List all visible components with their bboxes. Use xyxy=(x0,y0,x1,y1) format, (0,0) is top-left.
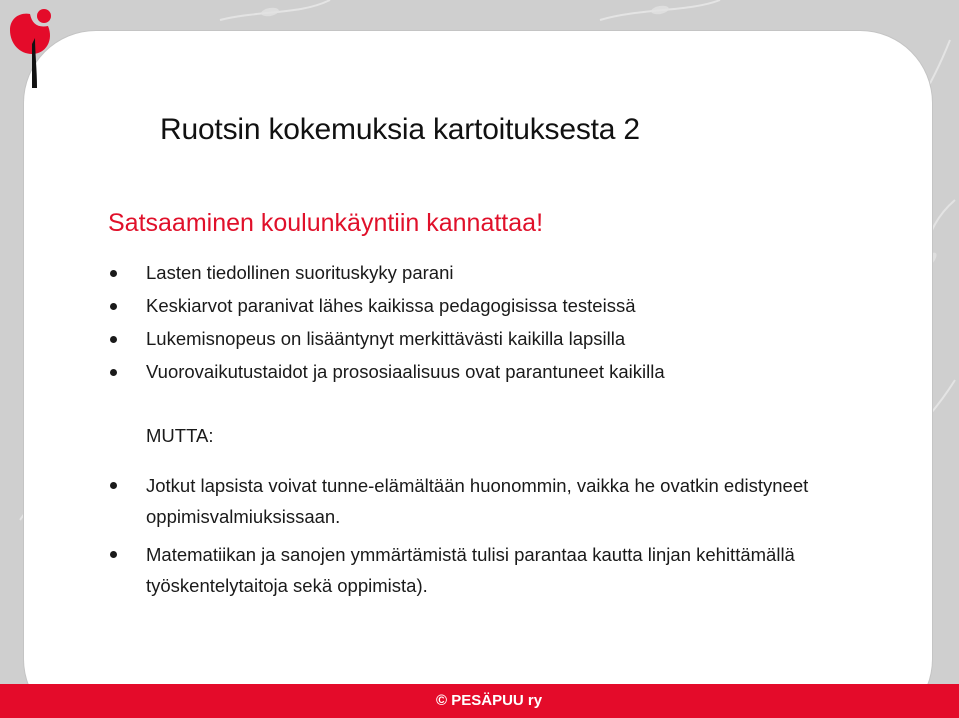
list-item-text: Jotkut lapsista voivat tunne-elämältään huonommin, vaikka he ovatkin edistyneet oppimisvalmiuksissaan. xyxy=(146,475,809,527)
slide-title: Ruotsin kokemuksia kartoituksesta 2 xyxy=(160,113,640,146)
bullet-dot-icon xyxy=(110,369,117,376)
list-item-text: Keskiarvot paranivat lähes kaikissa pedagogisissa testeissä xyxy=(146,295,636,316)
bullet-dot-icon xyxy=(110,336,117,343)
list-item xyxy=(108,357,868,387)
bullet-dot-icon xyxy=(110,303,117,310)
mutta-label: MUTTA: xyxy=(146,425,214,446)
bullet-dot-icon xyxy=(110,551,117,558)
footer-copyright: © PESÄPUU ry xyxy=(436,692,543,709)
list-item xyxy=(108,324,868,354)
list-item-text: Matematiikan ja sanojen ymmärtämistä tulisi parantaa kautta linjan kehittämällä työskentelytaitoja sekä oppimista). xyxy=(146,544,795,596)
bullet-dot-icon xyxy=(110,482,117,489)
bullet-list-after xyxy=(108,470,848,608)
list-item-text: Lukemisnopeus on lisääntynyt merkittävästi kaikilla lapsilla xyxy=(146,328,626,349)
pesapuu-logo-icon xyxy=(4,4,68,94)
bullet-dot-icon xyxy=(110,270,117,277)
slide-subtitle: Satsaaminen koulunkäyntiin kannattaa! xyxy=(108,209,544,237)
bullet-list xyxy=(108,258,868,390)
list-item-text: Vuorovaikutustaidot ja prososiaalisuus ovat parantuneet kaikilla xyxy=(146,361,665,382)
list-item xyxy=(108,291,868,321)
list-item xyxy=(108,539,848,601)
list-item xyxy=(108,258,868,288)
list-item xyxy=(108,470,848,532)
list-item-text: Lasten tiedollinen suorituskyky parani xyxy=(146,262,454,283)
